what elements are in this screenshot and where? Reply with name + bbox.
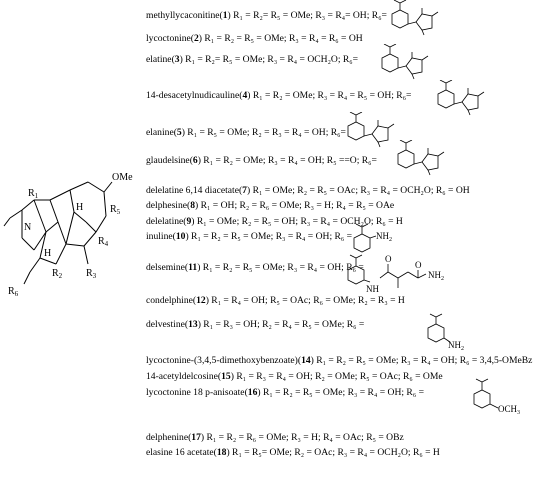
methylsuccinimido-benzoyl-structure-6	[388, 140, 448, 176]
compound-15: 14-acetyldelcosine(15) R₁ = R₃ = R₄ = OH; R₂ = OMe; R₅ = OAc; R₆ = OMe	[146, 371, 443, 382]
scaffold-r5-label: $R_5$	[110, 204, 121, 216]
compound-4: 14-desacetylnudicauline(4) R₁ = R₂ = OMe; R₃ = R₄ = R₅ = OH; R₆=	[146, 90, 412, 101]
compound-11: delsemine(11) R₁ = R₂ = R₅ = OMe; R₃ = R₄ = OH; R₆ =	[146, 262, 364, 273]
scaffold-r6-label: $R_6$	[8, 286, 19, 298]
och3-label-16: $OCH_3$	[498, 404, 521, 416]
nh2-label-13: $NH_2$	[448, 340, 464, 352]
o-label-11b: O	[415, 260, 422, 270]
scaffold-r4-label: $R_4$	[98, 236, 109, 248]
compound-13: delvestine(13) R₁ = R₃ = OH; R₂ = R₄ = R₅ = OMe; R₆ =	[146, 319, 365, 330]
methylsuccinimido-benzoyl-structure-4	[428, 80, 488, 116]
scaffold-n-label: N	[24, 222, 32, 233]
methylsuccinimido-benzoyl-structure-3	[372, 44, 432, 80]
nh2-label-10: $NH_2$	[376, 231, 392, 243]
compound-7: delelatine 6,14 diacetate(7) R₁ = OMe; R₂ = R₅ = OAc; R₃ = R₄ = OCH₂O; R₆ = OH	[146, 185, 470, 196]
scaffold-r2-label: $R_2$	[52, 268, 63, 280]
compound-9: delelatine(9) R₁ = OMe; R₂ = R₅ = OH; R₃ = R₄ = OCH₂O; R₆ = H	[146, 216, 403, 227]
compound-18: elasine 16 acetate(18) R₁ = R₅= OMe; R₂ = OAc; R₃ = R₄ = OCH₂O; R₆ = H	[146, 447, 440, 458]
compound-3: elatine(3) R₁ = R₂= R₅ = OMe; R₃ = R₄ = OCH₂O; R₆=	[146, 54, 359, 65]
delsemine-substituent-structure	[340, 248, 470, 300]
p-anisoyl-structure-16	[464, 378, 544, 428]
compound-5: elanine(5) R₁ = R₅ = OMe; R₂ = R₃ = R₄ = OH; R₆=	[146, 127, 346, 138]
compound-14: lycoctonine-(3,4,5-dimethoxybenzoate)(14) R₁ = R₂ = R₅ = OMe; R₃ = R₄ = OH; R₆ = 3,4,5-OMeBz	[146, 355, 533, 366]
scaffold-r1-label: $R_1$	[28, 188, 39, 200]
compound-2: lycoctonine(2) R₁ = R₂ = R₅ = OMe; R₃ = R₄ = R₆ = OH	[146, 33, 363, 44]
o-label-11a: O	[385, 254, 392, 264]
compound-1: methyllycaconitine(1) R₁ = R₂= R₅ = OMe; R₃ = R₄= OH; R₆=	[146, 10, 387, 21]
methylsuccinimido-benzoyl-structure-1	[382, 0, 442, 36]
compound-6: glaudelsine(6) R₁ = R₂ = OMe; R₃ = R₄ = OH; R₅ ==O; R₆=	[146, 155, 377, 166]
nh-label-11: NH	[366, 284, 379, 294]
compound-16: lycoctonine 18 p-anisoate(16) R₁ = R₂ = R₅ = OMe; R₃ = R₄ = OH; R₆ =	[146, 387, 424, 398]
compound-8: delphesine(8) R₁ = OH; R₂ = R₆ = OMe; R₃ = H; R₄ = R₅ = OAe	[146, 200, 395, 211]
conh2-label-11: $NH_2$	[428, 270, 444, 282]
anthranoyl-structure-13	[420, 310, 480, 354]
scaffold-h2-label: H	[44, 248, 52, 259]
compound-12: condelphine(12) R₁ = R₄ = OH; R₅ = OAc; R₆ = OMe; R₂ = R₃ = H	[146, 295, 405, 306]
compound-17: delphenine(17) R₁ = R₂ = R₆ = OMe; R₃ = H; R₄ = OAc; R₅ = OBz	[146, 432, 404, 443]
compound-10: inuline(10) R₁ = R₂ = R₅ = OMe; R₃ = R₄ = OH; R₆ =	[146, 231, 353, 242]
scaffold-h1-label: H	[76, 202, 84, 213]
scaffold-r3-label: $R_3$	[86, 268, 97, 280]
scaffold-ome-label: OMe	[112, 172, 133, 183]
